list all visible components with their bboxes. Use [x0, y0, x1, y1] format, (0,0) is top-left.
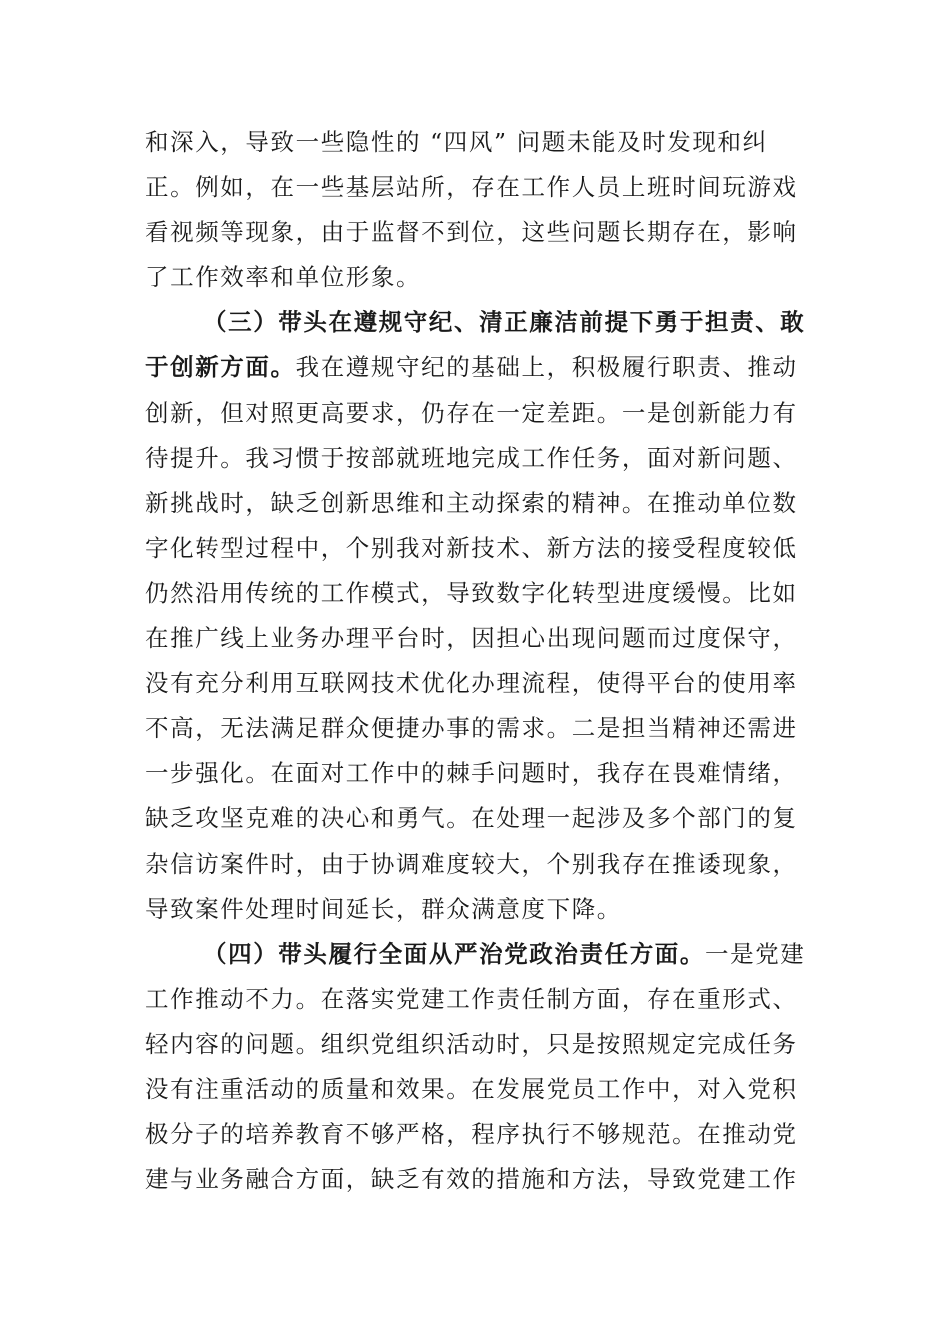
section-heading-text: 于创新方面。: [145, 353, 296, 382]
text-line: [145, 1157, 807, 1202]
body-text: 创新，但对照更高要求，仍存在一定差距。一是创新能力有: [145, 398, 798, 427]
body-text: 新挑战时，缺乏创新思维和主动探索的精神。在推动单位数: [145, 488, 798, 517]
body-text: 一步强化。在面对工作中的棘手问题时，我存在畏难情绪，: [145, 759, 798, 788]
text-line: [145, 616, 807, 661]
text-line: [145, 1112, 807, 1157]
text-line: [145, 977, 807, 1022]
text-line: [145, 1067, 807, 1112]
body-text: 杂信访案件时，由于协调难度较大，个别我存在推诿现象，: [145, 849, 798, 878]
body-text: 建与业务融合方面，缺乏有效的措施和方法，导致党建工作: [145, 1165, 798, 1194]
body-text: 仍然沿用传统的工作模式，导致数字化转型进度缓慢。比如: [145, 578, 798, 607]
text-line: [145, 165, 807, 210]
text-line: [145, 255, 807, 300]
body-text: 不高，无法满足群众便捷办事的需求。二是担当精神还需进: [145, 714, 798, 743]
body-text: 缺乏攻坚克难的决心和勇气。在处理一起涉及多个部门的复: [145, 804, 798, 833]
body-text: 没有充分利用互联网技术优化办理流程，使得平台的使用率: [145, 669, 798, 698]
body-text: 在推广线上业务办理平台时，因担心出现问题而过度保守，: [145, 624, 798, 653]
text-line: [145, 571, 807, 616]
text-line: [145, 661, 807, 706]
text-line: [145, 751, 807, 796]
text-line: [145, 210, 807, 255]
body-text: 一是党建: [705, 939, 806, 968]
text-line: [145, 481, 807, 526]
body-text: 工作推动不力。在落实党建工作责任制方面，存在重形式、: [145, 984, 798, 1013]
section-heading-text: （四）带头履行全面从严治党政治责任方面。: [203, 939, 705, 968]
text-line: [145, 120, 807, 165]
text-line: [145, 932, 807, 977]
body-text: 没有注重活动的质量和效果。在发展党员工作中，对入党积: [145, 1074, 798, 1103]
body-text: 看视频等现象，由于监督不到位，这些问题长期存在，影响: [145, 218, 798, 247]
body-text: 轻内容的问题。组织党组织活动时，只是按照规定完成任务: [145, 1029, 798, 1058]
section-heading-text: （三）带头在遵规守纪、清正廉洁前提下勇于担责、敢: [203, 308, 806, 337]
body-text: 了工作效率和单位形象。: [145, 263, 422, 292]
text-line: [145, 796, 807, 841]
text-line: [145, 436, 807, 481]
text-line: [145, 300, 807, 345]
body-text: 正。例如，在一些基层站所，存在工作人员上班时间玩游戏: [145, 173, 798, 202]
text-line: [145, 706, 807, 751]
body-text: 极分子的培养教育不够严格，程序执行不够规范。在推动党: [145, 1120, 798, 1149]
text-line: [145, 842, 807, 887]
text-line: [145, 345, 807, 390]
body-text: 导致案件处理时间延长，群众满意度下降。: [145, 894, 622, 923]
body-text: 待提升。我习惯于按部就班地完成工作任务，面对新问题、: [145, 443, 798, 472]
text-line: [145, 1022, 807, 1067]
body-text: 字化转型过程中，个别我对新技术、新方法的接受程度较低: [145, 533, 798, 562]
text-line: [145, 526, 807, 571]
body-text: 我在遵规守纪的基础上，积极履行职责、推动: [295, 353, 798, 382]
text-line: [145, 887, 807, 932]
body-text: 和深入，导致一些隐性的 “四风” 问题未能及时发现和纠: [145, 128, 768, 156]
text-line: [145, 391, 807, 436]
document-body: [145, 120, 807, 1202]
